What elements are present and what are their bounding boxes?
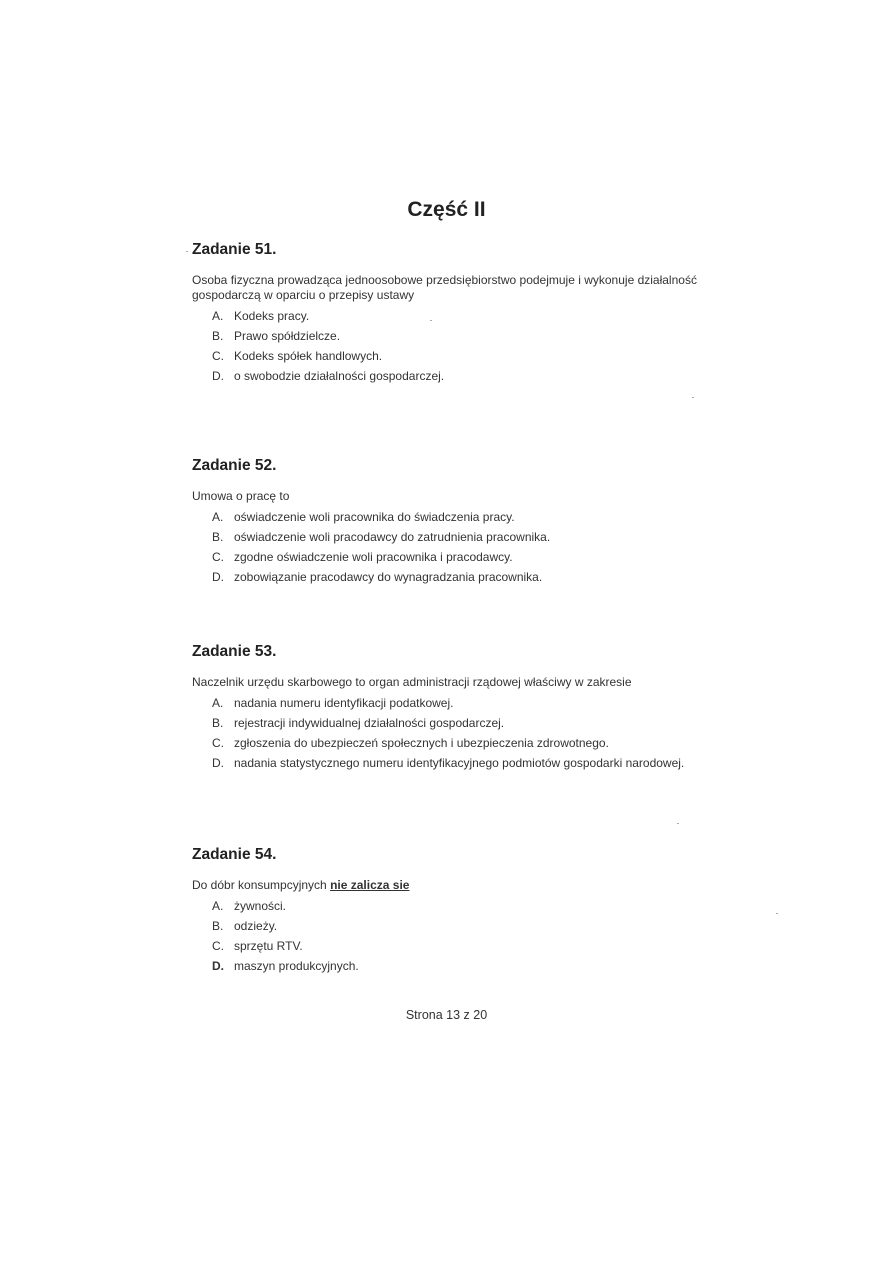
task-question: Osoba fizyczna prowadząca jednoosobowe przedsiębiorstwo podejmuje i wykonuje działalność gospodarczą w oparciu o przepisy ustawy — [192, 273, 697, 302]
answer-option — [212, 899, 732, 914]
answer-letter: C. — [212, 349, 224, 363]
answer-letter: A. — [212, 510, 224, 524]
scan-speck — [186, 251, 188, 252]
answer-option — [212, 756, 732, 771]
answer-option — [212, 349, 732, 364]
answer-text: maszyn produkcyjnych. — [234, 959, 359, 973]
answer-list — [192, 309, 732, 384]
answer-letter: D. — [212, 756, 224, 770]
answer-letter: C. — [212, 550, 224, 564]
answer-letter: A. — [212, 309, 224, 323]
task-question: Umowa o pracę to — [192, 489, 290, 503]
answer-option — [212, 329, 732, 344]
answer-option — [212, 939, 732, 954]
answer-option — [212, 570, 732, 585]
scan-speck — [776, 913, 778, 914]
task-heading: Zadanie 51. — [192, 241, 277, 258]
answer-text: Kodeks pracy. — [234, 309, 310, 323]
answer-letter: B. — [212, 919, 224, 933]
answer-text: Prawo spółdzielcze. — [234, 329, 341, 343]
task-heading: Zadanie 52. — [192, 457, 277, 474]
answer-option — [212, 736, 732, 751]
task-heading: Zadanie 54. — [192, 846, 277, 863]
task-question — [192, 878, 732, 893]
answer-text: o swobodzie działalności gospodarczej. — [234, 369, 445, 383]
answer-text: odzieży. — [234, 919, 278, 933]
task-54 — [192, 846, 732, 979]
scan-speck — [677, 823, 679, 824]
answer-letter: D. — [212, 570, 224, 584]
answer-option — [212, 369, 732, 384]
answer-list — [192, 696, 732, 771]
answer-option — [212, 550, 732, 565]
answer-list — [192, 899, 732, 974]
answer-letter: A. — [212, 696, 224, 710]
answer-text: nadania statystycznego numeru identyfikacyjnego podmiotów gospodarki narodowej. — [234, 756, 685, 770]
answer-text: nadania numeru identyfikacji podatkowej. — [234, 696, 454, 710]
question-emphasis: nie zalicza sie — [330, 878, 410, 892]
task-53 — [192, 643, 732, 776]
answer-text: sprzętu RTV. — [234, 939, 303, 953]
answer-option — [212, 959, 732, 974]
answer-letter: B. — [212, 329, 224, 343]
answer-option — [212, 919, 732, 934]
task-51 — [192, 241, 732, 389]
answer-text: żywności. — [234, 899, 287, 913]
scan-speck — [430, 320, 432, 321]
answer-letter: D. — [212, 369, 224, 383]
answer-text: oświadczenie woli pracownika do świadczenia pracy. — [234, 510, 515, 524]
answer-option — [212, 530, 732, 545]
answer-text: Kodeks spółek handlowych. — [234, 349, 383, 363]
answer-list — [192, 510, 732, 585]
scan-speck — [692, 397, 694, 398]
task-52 — [192, 457, 732, 590]
task-heading: Zadanie 53. — [192, 643, 277, 660]
answer-option — [212, 510, 732, 525]
question-prefix: Do dóbr konsumpcyjnych — [192, 878, 331, 892]
answer-option — [212, 696, 732, 711]
answer-option — [212, 309, 732, 324]
page-number: Strona 13 z 20 — [405, 1008, 488, 1022]
answer-text: rejestracji indywidualnej działalności gospodarczej. — [234, 716, 505, 730]
answer-letter: C. — [212, 736, 224, 750]
answer-text: zobowiązanie pracodawcy do wynagradzania pracownika. — [234, 570, 543, 584]
section-title: Część II — [407, 198, 486, 221]
answer-letter: B. — [212, 716, 224, 730]
answer-letter: B. — [212, 530, 224, 544]
answer-letter: D. — [212, 959, 224, 973]
answer-text: zgłoszenia do ubezpieczeń społecznych i ubezpieczenia zdrowotnego. — [234, 736, 609, 750]
task-question: Naczelnik urzędu skarbowego to organ administracji rządowej właściwy w zakresie — [192, 675, 632, 689]
answer-text: zgodne oświadczenie woli pracownika i pracodawcy. — [234, 550, 513, 564]
answer-text: oświadczenie woli pracodawcy do zatrudnienia pracownika. — [234, 530, 551, 544]
answer-letter: C. — [212, 939, 224, 953]
answer-option — [212, 716, 732, 731]
answer-letter: A. — [212, 899, 224, 913]
